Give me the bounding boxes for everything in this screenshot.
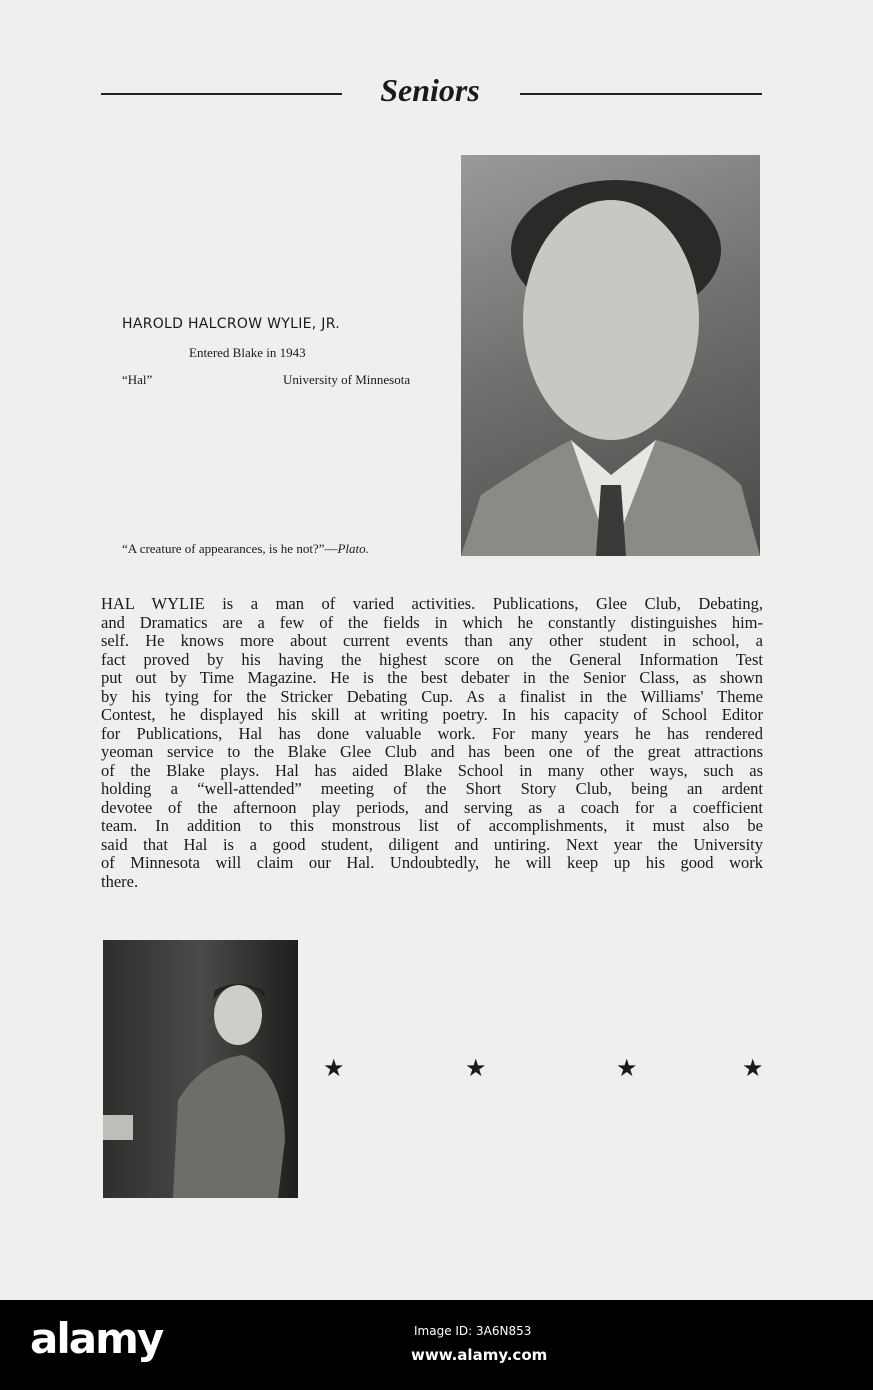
candid-photo: [103, 940, 298, 1198]
biography-line: fact proved by his having the highest score on the General Information Test: [101, 649, 763, 669]
alamy-logo: alamy: [30, 1314, 163, 1363]
alamy-url: www.alamy.com: [411, 1346, 548, 1364]
entered-year: Entered Blake in 1943: [189, 345, 306, 360]
section-title: Seniors: [380, 72, 480, 108]
quote-text: “A creature of appearances, is he not?”—: [122, 541, 338, 556]
biography-line: Contest, he displayed his skill at writing poetry. In his capacity of School Editor: [101, 705, 763, 724]
biography-line: by his tying for the Stricker Debating Cup. As a finalist in the Williams' Theme: [101, 686, 763, 706]
biography-line: self. He knows more about current events than any other student in school, a: [101, 631, 763, 650]
header-rule-left: [101, 93, 342, 95]
watermark-footer: [0, 1300, 873, 1390]
header-rule-right: [520, 93, 762, 95]
biography-line: holding a “well-attended” meeting of the Short Story Club, being an ardent: [101, 779, 763, 798]
nickname: “Hal”: [122, 372, 153, 387]
star-ornament: ★: [465, 1056, 487, 1082]
biography-line: said that Hal is a good student, diligent and untiring. Next year the University: [101, 834, 763, 854]
biography-line: team. In addition to this monstrous list of accomplishments, it must also be: [101, 816, 763, 835]
biography-line: and Dramatics are a few of the fields in which he constantly distinguishes him-: [101, 612, 763, 632]
biography-line: yeoman service to the Blake Glee Club and has been one of the great attractions: [101, 742, 763, 761]
biography-line: for Publications, Hal has done valuable work. For many years he has rendered: [101, 723, 763, 743]
quote-author: Plato.: [337, 541, 369, 556]
image-id: Image ID: 3A6N853: [414, 1324, 532, 1338]
quote: [122, 541, 369, 557]
college: University of Minnesota: [283, 372, 411, 387]
biography-line: of Minnesota will claim our Hal. Undoubtedly, he will keep up his good work: [101, 853, 763, 872]
star-ornament: ★: [742, 1056, 764, 1082]
biography-line: of the Blake plays. Hal has aided Blake School in many other ways, such as: [101, 760, 763, 780]
biography-line: put out by Time Magazine. He is the best debater in the Senior Class, as shown: [101, 668, 763, 687]
star-ornament: ★: [323, 1056, 345, 1082]
biography-line: devotee of the afternoon play periods, and serving as a coach for a coefficient: [101, 797, 763, 817]
biography-line: HAL WYLIE is a man of varied activities. Publications, Glee Club, Debating,: [101, 594, 763, 613]
star-ornament: ★: [616, 1056, 638, 1082]
student-name: HAROLD HALCROW WYLIE, JR.: [122, 316, 340, 332]
portrait-photo: [461, 155, 760, 556]
biography-line: there.: [101, 871, 139, 891]
